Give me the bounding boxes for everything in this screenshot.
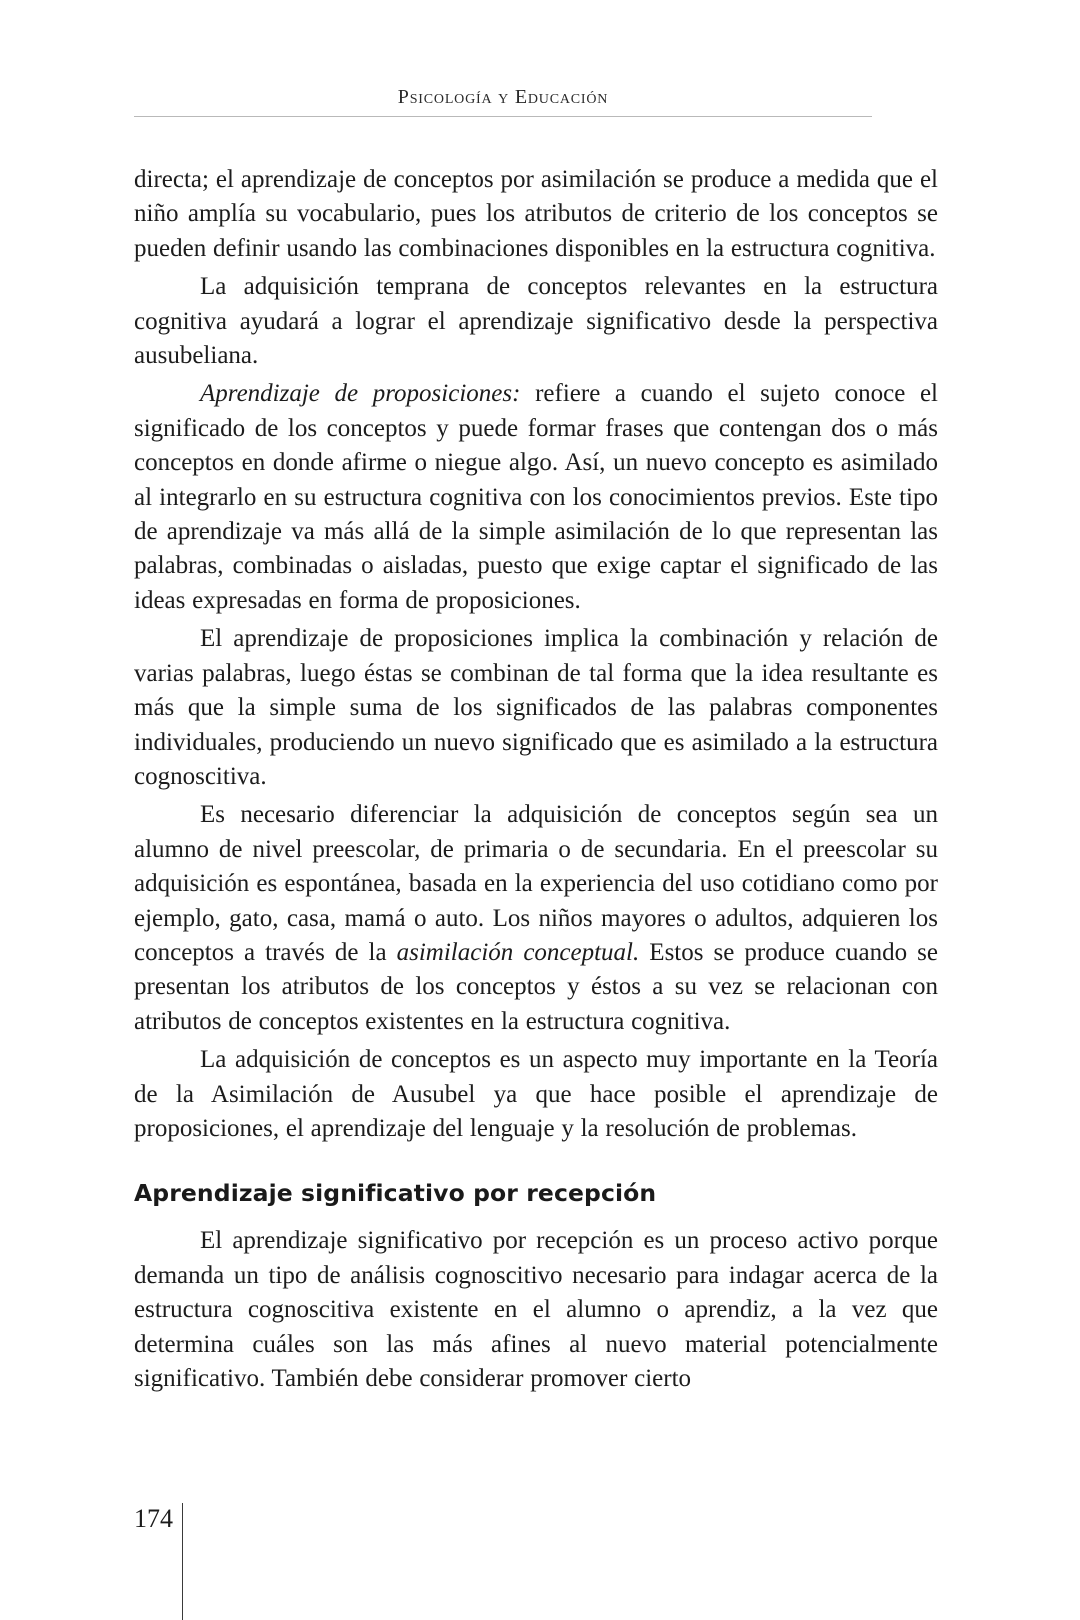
paragraph-1: directa; el aprendizaje de conceptos por asimilación se produce a medida que el niño amplía su vocabulario, pues los atributos de criterio de los conceptos se pueden definir usando las combinaciones disponibles en la estructura cognitiva.: [134, 166, 938, 262]
page-number: 174: [134, 1504, 173, 1533]
running-head: Psicología y Educación: [397, 86, 609, 108]
paragraph-7: El aprendizaje significativo por recepción es un proceso activo porque demanda un tipo de análisis cognoscitivo necesario para indagar acerca de la estructura cognoscitiva existente en el alumno o aprendiz, a la vez que determina cuáles son las más afines al nuevo material potencialmente significativo. También debe considerar promover cierto: [134, 1227, 938, 1392]
paragraph-3: [134, 377, 938, 618]
folio-rule: [182, 1503, 183, 1620]
paragraph-6: La adquisición de conceptos es un aspecto muy importante en la Teoría de la Asimilación de Ausubel ya que hace posible el aprendizaje de proposiciones, el aprendizaje del lenguaje y la resolución de problemas.: [134, 1046, 938, 1142]
paragraph-3-text: refiere a cuando el sujeto conoce el significado de los conceptos y puede formar frases que contengan dos o más conceptos en donde afirme o niegue algo. Así, un nuevo concepto es asimilado al integrarlo en su estructura cognitiva con los conocimientos previos. Este tipo de aprendizaje va más allá de la simple asimilación de lo que representan las palabras, combinadas o aisladas, puesto que exige captar el significado de las ideas expresadas en forma de proposiciones.: [134, 380, 938, 614]
paragraph-5: [134, 798, 938, 1039]
body-text: [134, 163, 938, 1396]
paragraph-5-text-b: Estos se produce cuando se presentan los atributos de los conceptos y éstos a su vez se relacionan con atributos de conceptos existentes en la estructura cognitiva.: [134, 938, 938, 1035]
header-rule: [134, 116, 872, 117]
paragraph-4: El aprendizaje de proposiciones implica la combinación y relación de varias palabras, luego éstas se combinan de tal forma que la idea resultante es más que la simple suma de los significados de las palabras componentes individuales, produciendo un nuevo significado que es asimilado a la estructura cognoscitiva.: [134, 625, 938, 790]
section-heading: Aprendizaje significativo por recepción: [134, 1179, 657, 1208]
term-asimilacion-conceptual: asimilación conceptual.: [396, 938, 640, 966]
paragraph-2: La adquisición temprana de conceptos relevantes en la estructura cognitiva ayudará a lograr el aprendizaje significativo desde la perspectiva ausubeliana.: [134, 273, 938, 370]
paragraph-5-text-a: Es necesario diferenciar la adquisición de conceptos según sea un alumno de nivel preescolar, de primaria o de secundaria. En el preescolar su adquisición es espontánea, basada en la experiencia del uso cotidiano como por ejemplo, gato, casa, mamá o auto. Los niños mayores o adultos, adquieren los conceptos a través de la: [134, 801, 938, 966]
term-aprendizaje-de-proposiciones: Aprendizaje de proposiciones:: [200, 380, 521, 408]
